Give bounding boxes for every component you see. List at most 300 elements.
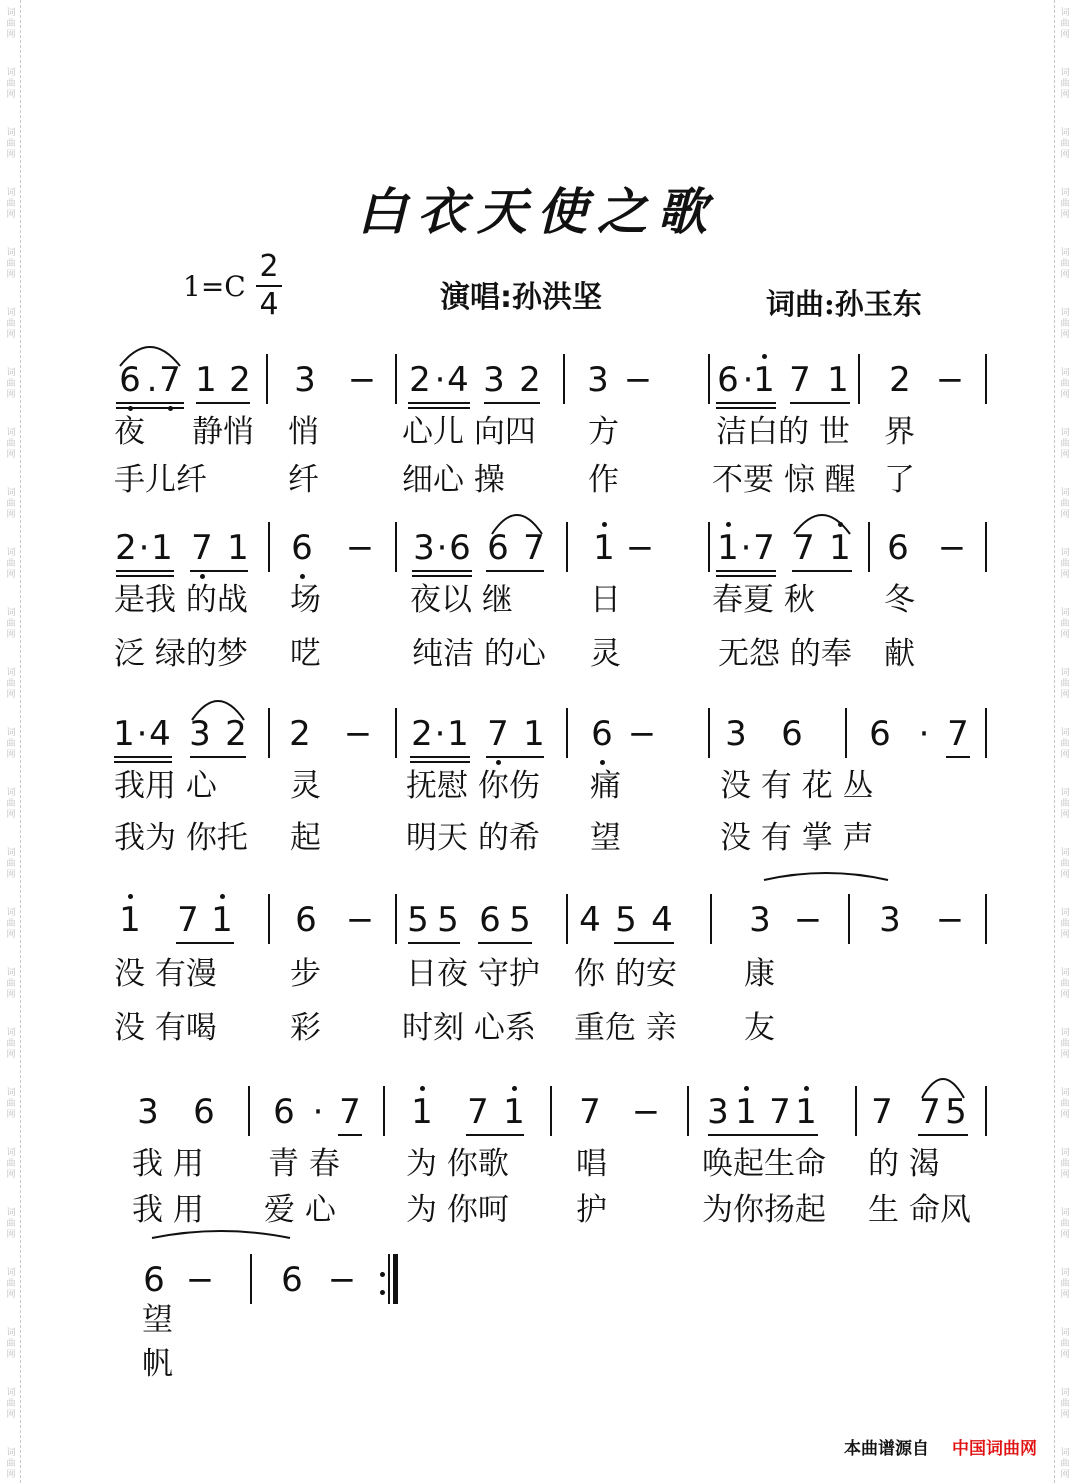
lyric-verse-1: 日 bbox=[590, 582, 621, 618]
note: 1 bbox=[211, 900, 233, 940]
beam-underline bbox=[614, 942, 674, 944]
note: · bbox=[918, 714, 930, 754]
watermark: 词 曲 网 bbox=[6, 488, 16, 520]
lyric-verse-1: 我 用 bbox=[132, 1146, 204, 1182]
watermark: 词 曲 网 bbox=[6, 1268, 16, 1300]
lyric-verse-2: 作 bbox=[588, 462, 619, 498]
beam-underline bbox=[190, 756, 246, 758]
barline bbox=[985, 354, 987, 404]
dash-extension: − bbox=[793, 900, 823, 940]
note: 3 bbox=[879, 900, 901, 940]
note: 4 bbox=[447, 360, 469, 400]
note: 7 bbox=[177, 900, 199, 940]
note: 1 bbox=[503, 1092, 525, 1132]
watermark: 词 曲 网 bbox=[1060, 8, 1070, 40]
barline bbox=[550, 1086, 552, 1136]
dash-extension: − bbox=[185, 1260, 215, 1300]
note: 3 bbox=[587, 360, 609, 400]
note: 6 bbox=[487, 528, 509, 568]
watermark: 词 曲 网 bbox=[6, 368, 16, 400]
watermark: 词 曲 网 bbox=[1060, 248, 1070, 280]
watermark: 词 曲 网 bbox=[6, 968, 16, 1000]
score-line bbox=[0, 898, 1074, 958]
beam-underline bbox=[116, 570, 174, 572]
watermark: 词 曲 网 bbox=[1060, 128, 1070, 160]
note: 7 bbox=[789, 360, 811, 400]
watermark: 词 曲 网 bbox=[1060, 368, 1070, 400]
note: 3 bbox=[483, 360, 505, 400]
lyric-verse-1: 界 bbox=[884, 414, 915, 450]
dash-extension: − bbox=[935, 360, 965, 400]
watermark: 词 曲 网 bbox=[1060, 848, 1070, 880]
octave-dot-above bbox=[128, 894, 133, 899]
note: 2 bbox=[225, 714, 247, 754]
meter-numerator: 2 bbox=[259, 249, 279, 284]
octave-dot-below bbox=[600, 760, 605, 765]
note: 6 bbox=[887, 528, 909, 568]
beam-underline bbox=[946, 756, 970, 758]
beam-underline bbox=[918, 1134, 968, 1136]
barline bbox=[985, 708, 987, 758]
beam-underline bbox=[716, 575, 776, 577]
lyric-verse-2: 帆 bbox=[142, 1346, 173, 1382]
beam-underline bbox=[114, 761, 172, 763]
octave-dot-above bbox=[512, 1086, 517, 1091]
lyric-verse-2: 我为 你托 bbox=[114, 820, 248, 856]
dash-extension: − bbox=[937, 528, 967, 568]
watermark: 词 曲 网 bbox=[6, 1028, 16, 1060]
note: 6 bbox=[291, 528, 313, 568]
watermark: 词 曲 网 bbox=[6, 1088, 16, 1120]
note: 5 bbox=[945, 1092, 967, 1132]
note: 7 bbox=[339, 1092, 361, 1132]
barline bbox=[395, 522, 397, 572]
barline bbox=[395, 708, 397, 758]
watermark: 词 曲 网 bbox=[6, 608, 16, 640]
beam-underline bbox=[408, 942, 460, 944]
watermark: 词 曲 网 bbox=[6, 668, 16, 700]
octave-dot-above bbox=[420, 1086, 425, 1091]
watermark: 词 曲 网 bbox=[1060, 668, 1070, 700]
note: 4 bbox=[149, 714, 171, 754]
lyric-verse-1: 冬 bbox=[884, 582, 915, 618]
octave-dot-above bbox=[602, 522, 607, 527]
slur bbox=[792, 506, 852, 536]
performer: 演唱:孙洪坚 bbox=[440, 280, 602, 315]
watermark: 词 曲 网 bbox=[1060, 428, 1070, 460]
footer-site-link[interactable]: 中国词曲网 bbox=[952, 1439, 1037, 1459]
note: · bbox=[312, 1092, 324, 1132]
dash-extension: − bbox=[627, 714, 657, 754]
note: 1 bbox=[593, 528, 615, 568]
lyric-verse-2: 重危 亲 bbox=[574, 1010, 677, 1046]
beam-underline bbox=[408, 402, 470, 404]
slur bbox=[490, 506, 544, 536]
note: 3 bbox=[294, 360, 316, 400]
barline bbox=[395, 354, 397, 404]
lyric-verse-1: 是我 的战 bbox=[114, 582, 248, 618]
watermark: 词 曲 网 bbox=[1060, 1388, 1070, 1420]
lyric-verse-2: 起 bbox=[290, 820, 321, 856]
lyric-verse-1: 我用 心 bbox=[114, 768, 217, 804]
note: 1 bbox=[195, 360, 217, 400]
lyric-verse-2: 了 bbox=[884, 462, 915, 498]
note: 7 bbox=[579, 1092, 601, 1132]
footer-label: 本曲谱源自 bbox=[844, 1439, 929, 1459]
watermark: 词 曲 网 bbox=[1060, 1448, 1070, 1480]
note: 6 bbox=[869, 714, 891, 754]
note: 2 bbox=[289, 714, 311, 754]
beam-underline bbox=[412, 575, 472, 577]
note: 2 bbox=[409, 360, 431, 400]
beam-underline bbox=[478, 942, 532, 944]
note: 7 bbox=[191, 528, 213, 568]
lyric-verse-2: 友 bbox=[744, 1010, 775, 1046]
note: 3 bbox=[137, 1092, 159, 1132]
beam-underline bbox=[408, 407, 470, 409]
note: 6 bbox=[273, 1092, 295, 1132]
dash-extension: − bbox=[631, 1092, 661, 1132]
watermark: 词 曲 网 bbox=[6, 428, 16, 460]
lyric-verse-1: 唱 bbox=[576, 1146, 607, 1182]
slur bbox=[762, 864, 890, 894]
watermark: 词 曲 网 bbox=[6, 848, 16, 880]
note: 3 bbox=[749, 900, 771, 940]
barline bbox=[268, 522, 270, 572]
watermark: 词 曲 网 bbox=[1060, 308, 1070, 340]
key-signature: 1=C bbox=[183, 270, 246, 303]
note: 1 bbox=[795, 1092, 817, 1132]
repeat-barline-thick bbox=[393, 1254, 398, 1304]
note: 1 bbox=[735, 1092, 757, 1132]
lyric-verse-1: 洁白的 世 bbox=[716, 414, 850, 450]
lyric-verse-1: 灵 bbox=[290, 768, 321, 804]
octave-dot-above bbox=[726, 522, 731, 527]
repeat-barline-thin bbox=[388, 1254, 390, 1304]
meter-denominator: 4 bbox=[259, 287, 279, 322]
lyric-verse-2: 明天 的希 bbox=[406, 820, 540, 856]
barline bbox=[268, 894, 270, 944]
time-signature bbox=[254, 250, 284, 322]
watermark: 词 曲 网 bbox=[1060, 548, 1070, 580]
lyric-verse-1: 抚慰 你伤 bbox=[406, 768, 540, 804]
note: 1 bbox=[829, 528, 851, 568]
barline bbox=[985, 894, 987, 944]
barline bbox=[566, 708, 568, 758]
lyric-verse-1: 没 有 花 丛 bbox=[720, 768, 874, 804]
lyric-verse-2: 没 有喝 bbox=[114, 1010, 217, 1046]
barline bbox=[708, 354, 710, 404]
watermark: 词 曲 网 bbox=[6, 248, 16, 280]
note: 6 bbox=[143, 1260, 165, 1300]
note: 2 bbox=[519, 360, 541, 400]
barline bbox=[708, 522, 710, 572]
lyric-verse-2: 为 你呵 bbox=[406, 1192, 509, 1228]
note: 6 bbox=[717, 360, 739, 400]
note: 3 bbox=[189, 714, 211, 754]
barline bbox=[566, 894, 568, 944]
barline bbox=[985, 1086, 987, 1136]
watermark: 词 曲 网 bbox=[1060, 1028, 1070, 1060]
lyric-verse-2: 纤 bbox=[288, 462, 319, 498]
watermark: 词 曲 网 bbox=[1060, 1328, 1070, 1360]
octave-dot-below bbox=[496, 760, 501, 765]
barline bbox=[395, 894, 397, 944]
barline bbox=[858, 354, 860, 404]
score-line bbox=[0, 712, 1074, 772]
lyric-verse-1: 步 bbox=[290, 956, 321, 992]
lyric-verse-2: 细心 操 bbox=[402, 462, 505, 498]
lyric-verse-1: 春夏 秋 bbox=[712, 582, 815, 618]
watermark: 词 曲 网 bbox=[6, 1328, 16, 1360]
note: 5 bbox=[615, 900, 637, 940]
note: 5 bbox=[437, 900, 459, 940]
score-line bbox=[0, 1090, 1074, 1150]
watermark: 词 曲 网 bbox=[1060, 728, 1070, 760]
note: 1 bbox=[411, 1092, 433, 1132]
note: 1 bbox=[827, 360, 849, 400]
beam-underline bbox=[338, 1134, 362, 1136]
watermark: 词 曲 网 bbox=[1060, 908, 1070, 940]
watermark: 词 曲 网 bbox=[1060, 968, 1070, 1000]
lyric-verse-1: 心儿 向四 bbox=[402, 414, 536, 450]
octave-dot-above bbox=[744, 1086, 749, 1091]
note: 6 bbox=[449, 528, 471, 568]
barline bbox=[268, 708, 270, 758]
beam-underline bbox=[486, 756, 544, 758]
lyric-verse-1: 场 bbox=[290, 582, 321, 618]
beam-underline bbox=[176, 942, 234, 944]
lyric-verse-2: 纯洁 的心 bbox=[412, 636, 546, 672]
barline bbox=[855, 1086, 857, 1136]
note: 1 bbox=[753, 360, 775, 400]
beam-underline bbox=[410, 761, 470, 763]
barline bbox=[848, 894, 850, 944]
note: 1 bbox=[227, 528, 249, 568]
dash-extension: − bbox=[345, 900, 375, 940]
lyric-verse-2: 为你扬起 bbox=[702, 1192, 826, 1228]
beam-underline bbox=[716, 402, 776, 404]
beam-underline bbox=[190, 570, 248, 572]
beam-underline bbox=[708, 1134, 818, 1136]
watermark: 词 曲 网 bbox=[6, 68, 16, 100]
watermark: 词 曲 网 bbox=[1060, 788, 1070, 820]
note: 6 bbox=[591, 714, 613, 754]
watermark: 词 曲 网 bbox=[6, 1388, 16, 1420]
barline bbox=[250, 1254, 252, 1304]
note: 5 bbox=[407, 900, 429, 940]
watermark: 词 曲 网 bbox=[1060, 1148, 1070, 1180]
watermark: 词 曲 网 bbox=[1060, 488, 1070, 520]
note: 3 bbox=[707, 1092, 729, 1132]
note: · bbox=[740, 528, 752, 568]
octave-dot-above bbox=[220, 894, 225, 899]
note: 4 bbox=[579, 900, 601, 940]
beam-underline bbox=[792, 570, 852, 572]
note: 1 bbox=[151, 528, 173, 568]
dash-extension: − bbox=[623, 360, 653, 400]
lyric-verse-1: 方 bbox=[588, 414, 619, 450]
lyric-verse-1: 望 bbox=[142, 1302, 173, 1338]
watermark: 词 曲 网 bbox=[6, 1148, 16, 1180]
beam-underline bbox=[116, 407, 184, 409]
note: 1 bbox=[523, 714, 545, 754]
watermark: 词 曲 网 bbox=[1060, 1268, 1070, 1300]
note: 6 bbox=[119, 360, 141, 400]
note: · bbox=[436, 528, 448, 568]
note: 6 bbox=[781, 714, 803, 754]
lyric-verse-1: 唤起生命 bbox=[702, 1146, 826, 1182]
lyric-verse-2: 没 有 掌 声 bbox=[720, 820, 874, 856]
lyric-verse-2: 泛 绿的梦 bbox=[114, 636, 248, 672]
lyric-verse-2: 时刻 心系 bbox=[402, 1010, 536, 1046]
dash-extension: − bbox=[625, 528, 655, 568]
note: 6 bbox=[295, 900, 317, 940]
lyric-verse-2: 无怨 的奉 bbox=[718, 636, 852, 672]
barline bbox=[248, 1086, 250, 1136]
note: 1 bbox=[119, 900, 141, 940]
lyric-verse-1: 青 春 bbox=[268, 1146, 340, 1182]
beam-underline bbox=[412, 570, 472, 572]
barline bbox=[687, 1086, 689, 1136]
barline bbox=[566, 522, 568, 572]
slur bbox=[118, 338, 182, 368]
note: 7 bbox=[871, 1092, 893, 1132]
watermark: 词 曲 网 bbox=[6, 548, 16, 580]
beam-underline bbox=[410, 756, 470, 758]
barline bbox=[985, 522, 987, 572]
octave-dot-above bbox=[804, 1086, 809, 1091]
watermark: 词 曲 网 bbox=[6, 188, 16, 220]
lyric-verse-1: 痛 bbox=[590, 768, 621, 804]
note: 7 bbox=[793, 528, 815, 568]
beam-underline bbox=[716, 570, 776, 572]
repeat-dot bbox=[380, 1290, 385, 1295]
note: 6 bbox=[193, 1092, 215, 1132]
barline bbox=[266, 354, 268, 404]
beam-underline bbox=[196, 402, 250, 404]
lyric-verse-2: 生 命风 bbox=[868, 1192, 971, 1228]
watermark: 词 曲 网 bbox=[6, 8, 16, 40]
note: 7 bbox=[523, 528, 545, 568]
watermark: 词 曲 网 bbox=[6, 908, 16, 940]
octave-dot-above bbox=[762, 354, 767, 359]
watermark: 词 曲 网 bbox=[6, 788, 16, 820]
note: 1 bbox=[113, 714, 135, 754]
beam-underline bbox=[716, 407, 776, 409]
beam-underline bbox=[466, 1134, 524, 1136]
lyric-verse-1: 夜 bbox=[114, 414, 145, 450]
dash-extension: − bbox=[347, 360, 377, 400]
lyric-verse-2: 不要 惊 醒 bbox=[712, 462, 856, 498]
lyric-verse-2: 灵 bbox=[590, 636, 621, 672]
dash-extension: − bbox=[327, 1260, 357, 1300]
lyric-verse-2: 爱 心 bbox=[264, 1192, 336, 1228]
octave-dot-below bbox=[200, 574, 205, 579]
note: · bbox=[136, 714, 148, 754]
lyric-verse-2: 护 bbox=[576, 1192, 607, 1228]
watermark: 词 曲 网 bbox=[6, 1448, 16, 1480]
lyric-verse-2: 手儿纤 bbox=[114, 462, 207, 498]
note: 3 bbox=[413, 528, 435, 568]
note: 7 bbox=[467, 1092, 489, 1132]
barline bbox=[868, 522, 870, 572]
lyric-verse-1: 的 渴 bbox=[868, 1146, 940, 1182]
slur bbox=[920, 1070, 966, 1100]
beam-underline bbox=[116, 575, 174, 577]
note: 7 bbox=[947, 714, 969, 754]
note: · bbox=[434, 360, 446, 400]
note: 7 bbox=[919, 1092, 941, 1132]
lyric-verse-2: 呓 bbox=[290, 636, 321, 672]
barline bbox=[845, 708, 847, 758]
note: 2 bbox=[115, 528, 137, 568]
note: 7 bbox=[769, 1092, 791, 1132]
note: 6 bbox=[479, 900, 501, 940]
beam-underline bbox=[790, 402, 850, 404]
composer: 词曲:孙玉东 bbox=[766, 287, 922, 321]
watermark: 词 曲 网 bbox=[1060, 68, 1070, 100]
note: 7 bbox=[487, 714, 509, 754]
beam-underline bbox=[486, 570, 544, 572]
note: · bbox=[742, 360, 754, 400]
watermark: 词 曲 网 bbox=[6, 1208, 16, 1240]
score-line bbox=[0, 526, 1074, 586]
watermark: 词 曲 网 bbox=[6, 128, 16, 160]
note: · bbox=[138, 528, 150, 568]
score-line bbox=[0, 358, 1074, 418]
barline bbox=[708, 708, 710, 758]
lyric-verse-1: 日夜 守护 bbox=[406, 956, 540, 992]
lyric-verse-1: 静悄 bbox=[192, 414, 254, 450]
note: 6 bbox=[281, 1260, 303, 1300]
watermark: 词 曲 网 bbox=[1060, 188, 1070, 220]
song-title: 白衣天使之歌 bbox=[357, 182, 717, 241]
lyric-verse-1: 悄 bbox=[288, 414, 319, 450]
lyric-verse-1: 为 你歌 bbox=[406, 1146, 509, 1182]
watermark: 词 曲 网 bbox=[6, 728, 16, 760]
note: 7 bbox=[159, 360, 181, 400]
lyric-verse-2: 我 用 bbox=[132, 1192, 204, 1228]
note: 2 bbox=[229, 360, 251, 400]
barline bbox=[383, 1086, 385, 1136]
lyric-verse-1: 你 的安 bbox=[574, 956, 677, 992]
note: . bbox=[146, 360, 158, 400]
lyric-verse-2: 彩 bbox=[290, 1010, 321, 1046]
lyric-verse-1: 康 bbox=[744, 956, 775, 992]
watermark: 词 曲 网 bbox=[1060, 1208, 1070, 1240]
octave-dot-below bbox=[300, 574, 305, 579]
barline bbox=[710, 894, 712, 944]
beam-underline bbox=[116, 402, 184, 404]
watermark: 词 曲 网 bbox=[6, 308, 16, 340]
note: · bbox=[434, 714, 446, 754]
note: 1 bbox=[447, 714, 469, 754]
lyric-verse-2: 望 bbox=[590, 820, 621, 856]
slur bbox=[150, 1222, 292, 1252]
watermark: 词 曲 网 bbox=[1060, 1088, 1070, 1120]
beam-underline bbox=[114, 756, 172, 758]
note: 5 bbox=[509, 900, 531, 940]
dash-extension: − bbox=[345, 528, 375, 568]
repeat-dot bbox=[380, 1272, 385, 1277]
note: 4 bbox=[651, 900, 673, 940]
lyric-verse-1: 没 有漫 bbox=[114, 956, 217, 992]
dash-extension: − bbox=[343, 714, 373, 754]
lyric-verse-2: 献 bbox=[884, 636, 915, 672]
lyric-verse-1: 夜以 继 bbox=[410, 582, 513, 618]
watermark: 词 曲 网 bbox=[1060, 608, 1070, 640]
